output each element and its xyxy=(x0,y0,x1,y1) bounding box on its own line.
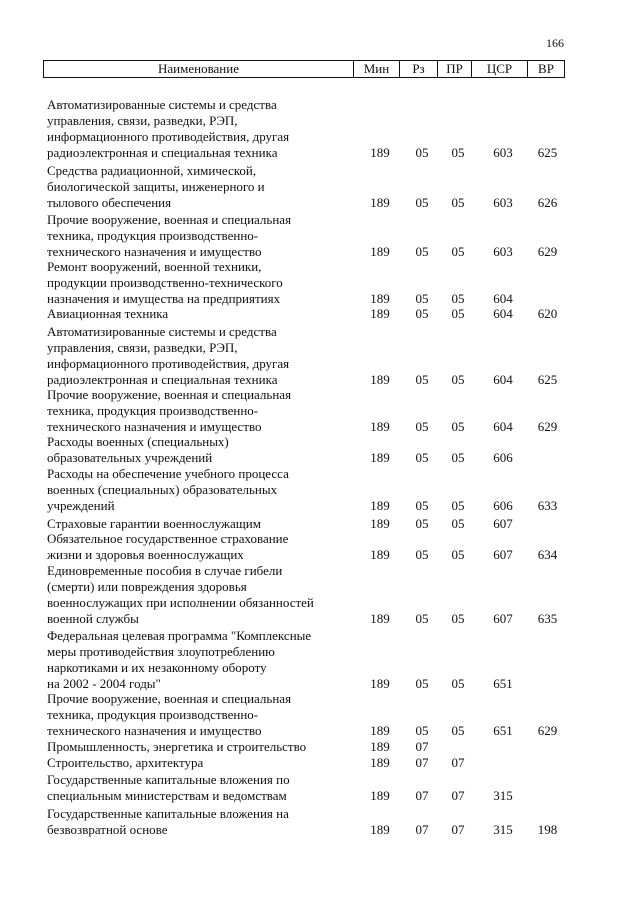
code-vr: 629 xyxy=(537,244,558,259)
table-row xyxy=(0,259,640,307)
table-row xyxy=(0,739,640,755)
code-pr: 05 xyxy=(451,611,465,626)
code-pr: 05 xyxy=(451,195,465,210)
code-min: 189 xyxy=(370,822,390,837)
code-min: 189 xyxy=(370,516,390,531)
row-name: Авиационная техника xyxy=(47,306,169,321)
code-min: 189 xyxy=(370,244,390,259)
table-row xyxy=(0,163,640,211)
row-name: Средства радиационной, химической, биологической защиты, инженерного и тылового обеспечения xyxy=(47,163,265,210)
code-csr: 604 xyxy=(493,419,513,434)
code-csr: 604 xyxy=(493,291,513,306)
header-name: Наименование xyxy=(44,61,354,78)
code-pr: 05 xyxy=(451,291,465,306)
row-name: Прочие вооружение, военная и специальная техника, продукция производственно- технического назначения и имущество xyxy=(47,387,292,434)
page-number: 166 xyxy=(546,36,564,50)
header-rz: Рз xyxy=(400,61,438,78)
table-row xyxy=(0,466,640,514)
table-row xyxy=(0,516,640,532)
code-min: 189 xyxy=(370,372,390,387)
header-min: Мин xyxy=(354,61,400,78)
header-vr: ВР xyxy=(528,61,565,78)
row-name: Федеральная целевая программа "Комплексные меры противодействия злоупотреблению наркотиками и их незаконному обороту на 2002 - 2004 годы" xyxy=(47,628,312,691)
code-rz: 05 xyxy=(415,291,429,306)
code-min: 189 xyxy=(370,419,390,434)
code-rz: 07 xyxy=(415,755,429,770)
table-row xyxy=(0,755,640,771)
code-vr: 625 xyxy=(537,372,558,387)
code-min: 189 xyxy=(370,676,390,691)
code-csr: 604 xyxy=(493,306,513,321)
code-rz: 05 xyxy=(415,195,429,210)
row-name: Промышленность, энергетика и строительство xyxy=(47,739,307,754)
code-csr: 607 xyxy=(493,611,513,626)
table-row xyxy=(0,434,640,466)
table-row xyxy=(0,97,640,161)
code-csr: 603 xyxy=(493,244,513,259)
table-row xyxy=(0,324,640,388)
code-min: 189 xyxy=(370,547,390,562)
table-row xyxy=(0,531,640,563)
code-rz: 05 xyxy=(415,611,429,626)
code-pr: 05 xyxy=(451,498,465,513)
header-pr: ПР xyxy=(438,61,472,78)
code-rz: 05 xyxy=(415,306,429,321)
code-vr: 629 xyxy=(537,723,558,738)
code-pr: 05 xyxy=(451,723,465,738)
code-rz: 05 xyxy=(415,676,429,691)
code-csr: 315 xyxy=(493,788,513,803)
code-rz: 05 xyxy=(415,547,429,562)
code-pr: 07 xyxy=(451,822,465,837)
code-rz: 05 xyxy=(415,450,429,465)
row-name: Автоматизированные системы и средства управления, связи, разведки, РЭП, информационного противодействия, другая радиоэлектронная и специальная техника xyxy=(47,324,290,387)
table-row xyxy=(0,806,640,838)
code-csr: 603 xyxy=(493,195,513,210)
table-row xyxy=(0,691,640,739)
code-min: 189 xyxy=(370,450,390,465)
table-row xyxy=(0,628,640,692)
code-min: 189 xyxy=(370,291,390,306)
row-name: Расходы военных (специальных) образовательных учреждений xyxy=(47,434,229,465)
table-header xyxy=(43,60,565,78)
code-rz: 05 xyxy=(415,244,429,259)
code-min: 189 xyxy=(370,611,390,626)
code-rz: 07 xyxy=(415,788,429,803)
code-vr: 626 xyxy=(537,195,558,210)
row-name: Строительство, архитектура xyxy=(47,755,204,770)
code-rz: 05 xyxy=(415,419,429,434)
code-csr: 606 xyxy=(493,498,513,513)
table-row xyxy=(0,306,640,322)
code-min: 189 xyxy=(370,755,390,770)
code-rz: 05 xyxy=(415,145,429,160)
code-vr: 635 xyxy=(537,611,558,626)
code-vr: 634 xyxy=(537,547,558,562)
code-csr: 315 xyxy=(493,822,513,837)
row-name: Автоматизированные системы и средства управления, связи, разведки, РЭП, информационного противодействия, другая радиоэлектронная и специальная техника xyxy=(47,97,290,160)
code-pr: 05 xyxy=(451,372,465,387)
code-vr: 633 xyxy=(537,498,558,513)
table-row xyxy=(0,212,640,260)
code-min: 189 xyxy=(370,723,390,738)
code-csr: 651 xyxy=(493,676,513,691)
header-csr: ЦСР xyxy=(472,61,528,78)
code-pr: 05 xyxy=(451,419,465,434)
row-name: Единовременные пособия в случае гибели (смерти) или повреждения здоровья военнослужащих при исполнении обязанностей военной службы xyxy=(47,563,314,626)
code-rz: 07 xyxy=(415,822,429,837)
code-vr: 198 xyxy=(537,822,558,837)
code-min: 189 xyxy=(370,739,390,754)
code-csr: 603 xyxy=(493,145,513,160)
row-name: Государственные капитальные вложения по специальным министерствам и ведомствам xyxy=(47,772,290,803)
code-vr: 620 xyxy=(537,306,558,321)
code-pr: 05 xyxy=(451,244,465,259)
code-csr: 651 xyxy=(493,723,513,738)
code-min: 189 xyxy=(370,306,390,321)
code-pr: 07 xyxy=(451,755,465,770)
code-pr: 05 xyxy=(451,306,465,321)
code-pr: 05 xyxy=(451,516,465,531)
code-rz: 05 xyxy=(415,372,429,387)
table-row xyxy=(0,387,640,435)
code-rz: 05 xyxy=(415,516,429,531)
row-name: Обязательное государственное страхование жизни и здоровья военнослужащих xyxy=(47,531,289,562)
code-pr: 07 xyxy=(451,788,465,803)
code-csr: 607 xyxy=(493,516,513,531)
table-row xyxy=(0,772,640,804)
code-min: 189 xyxy=(370,195,390,210)
code-vr: 625 xyxy=(537,145,558,160)
code-pr: 05 xyxy=(451,145,465,160)
code-min: 189 xyxy=(370,145,390,160)
code-min: 189 xyxy=(370,498,390,513)
code-vr: 629 xyxy=(537,419,558,434)
row-name: Расходы на обеспечение учебного процесса военных (специальных) образовательных учреждений xyxy=(47,466,289,513)
code-rz: 05 xyxy=(415,498,429,513)
row-name: Страховые гарантии военнослужащим xyxy=(47,516,261,531)
table-row xyxy=(0,563,640,627)
row-name: Прочие вооружение, военная и специальная техника, продукция производственно- технического назначения и имущество xyxy=(47,691,292,738)
code-pr: 05 xyxy=(451,547,465,562)
code-csr: 606 xyxy=(493,450,513,465)
row-name: Прочие вооружение, военная и специальная техника, продукция производственно- технического назначения и имущество xyxy=(47,212,292,259)
row-name: Государственные капитальные вложения на безвозвратной основе xyxy=(47,806,289,837)
code-pr: 05 xyxy=(451,450,465,465)
code-pr: 05 xyxy=(451,676,465,691)
row-name: Ремонт вооружений, военной техники, продукции производственно-технического назначения и имущества на предприятиях xyxy=(47,259,283,306)
code-csr: 607 xyxy=(493,547,513,562)
code-csr: 604 xyxy=(493,372,513,387)
code-rz: 05 xyxy=(415,723,429,738)
code-rz: 07 xyxy=(415,739,429,754)
code-min: 189 xyxy=(370,788,390,803)
